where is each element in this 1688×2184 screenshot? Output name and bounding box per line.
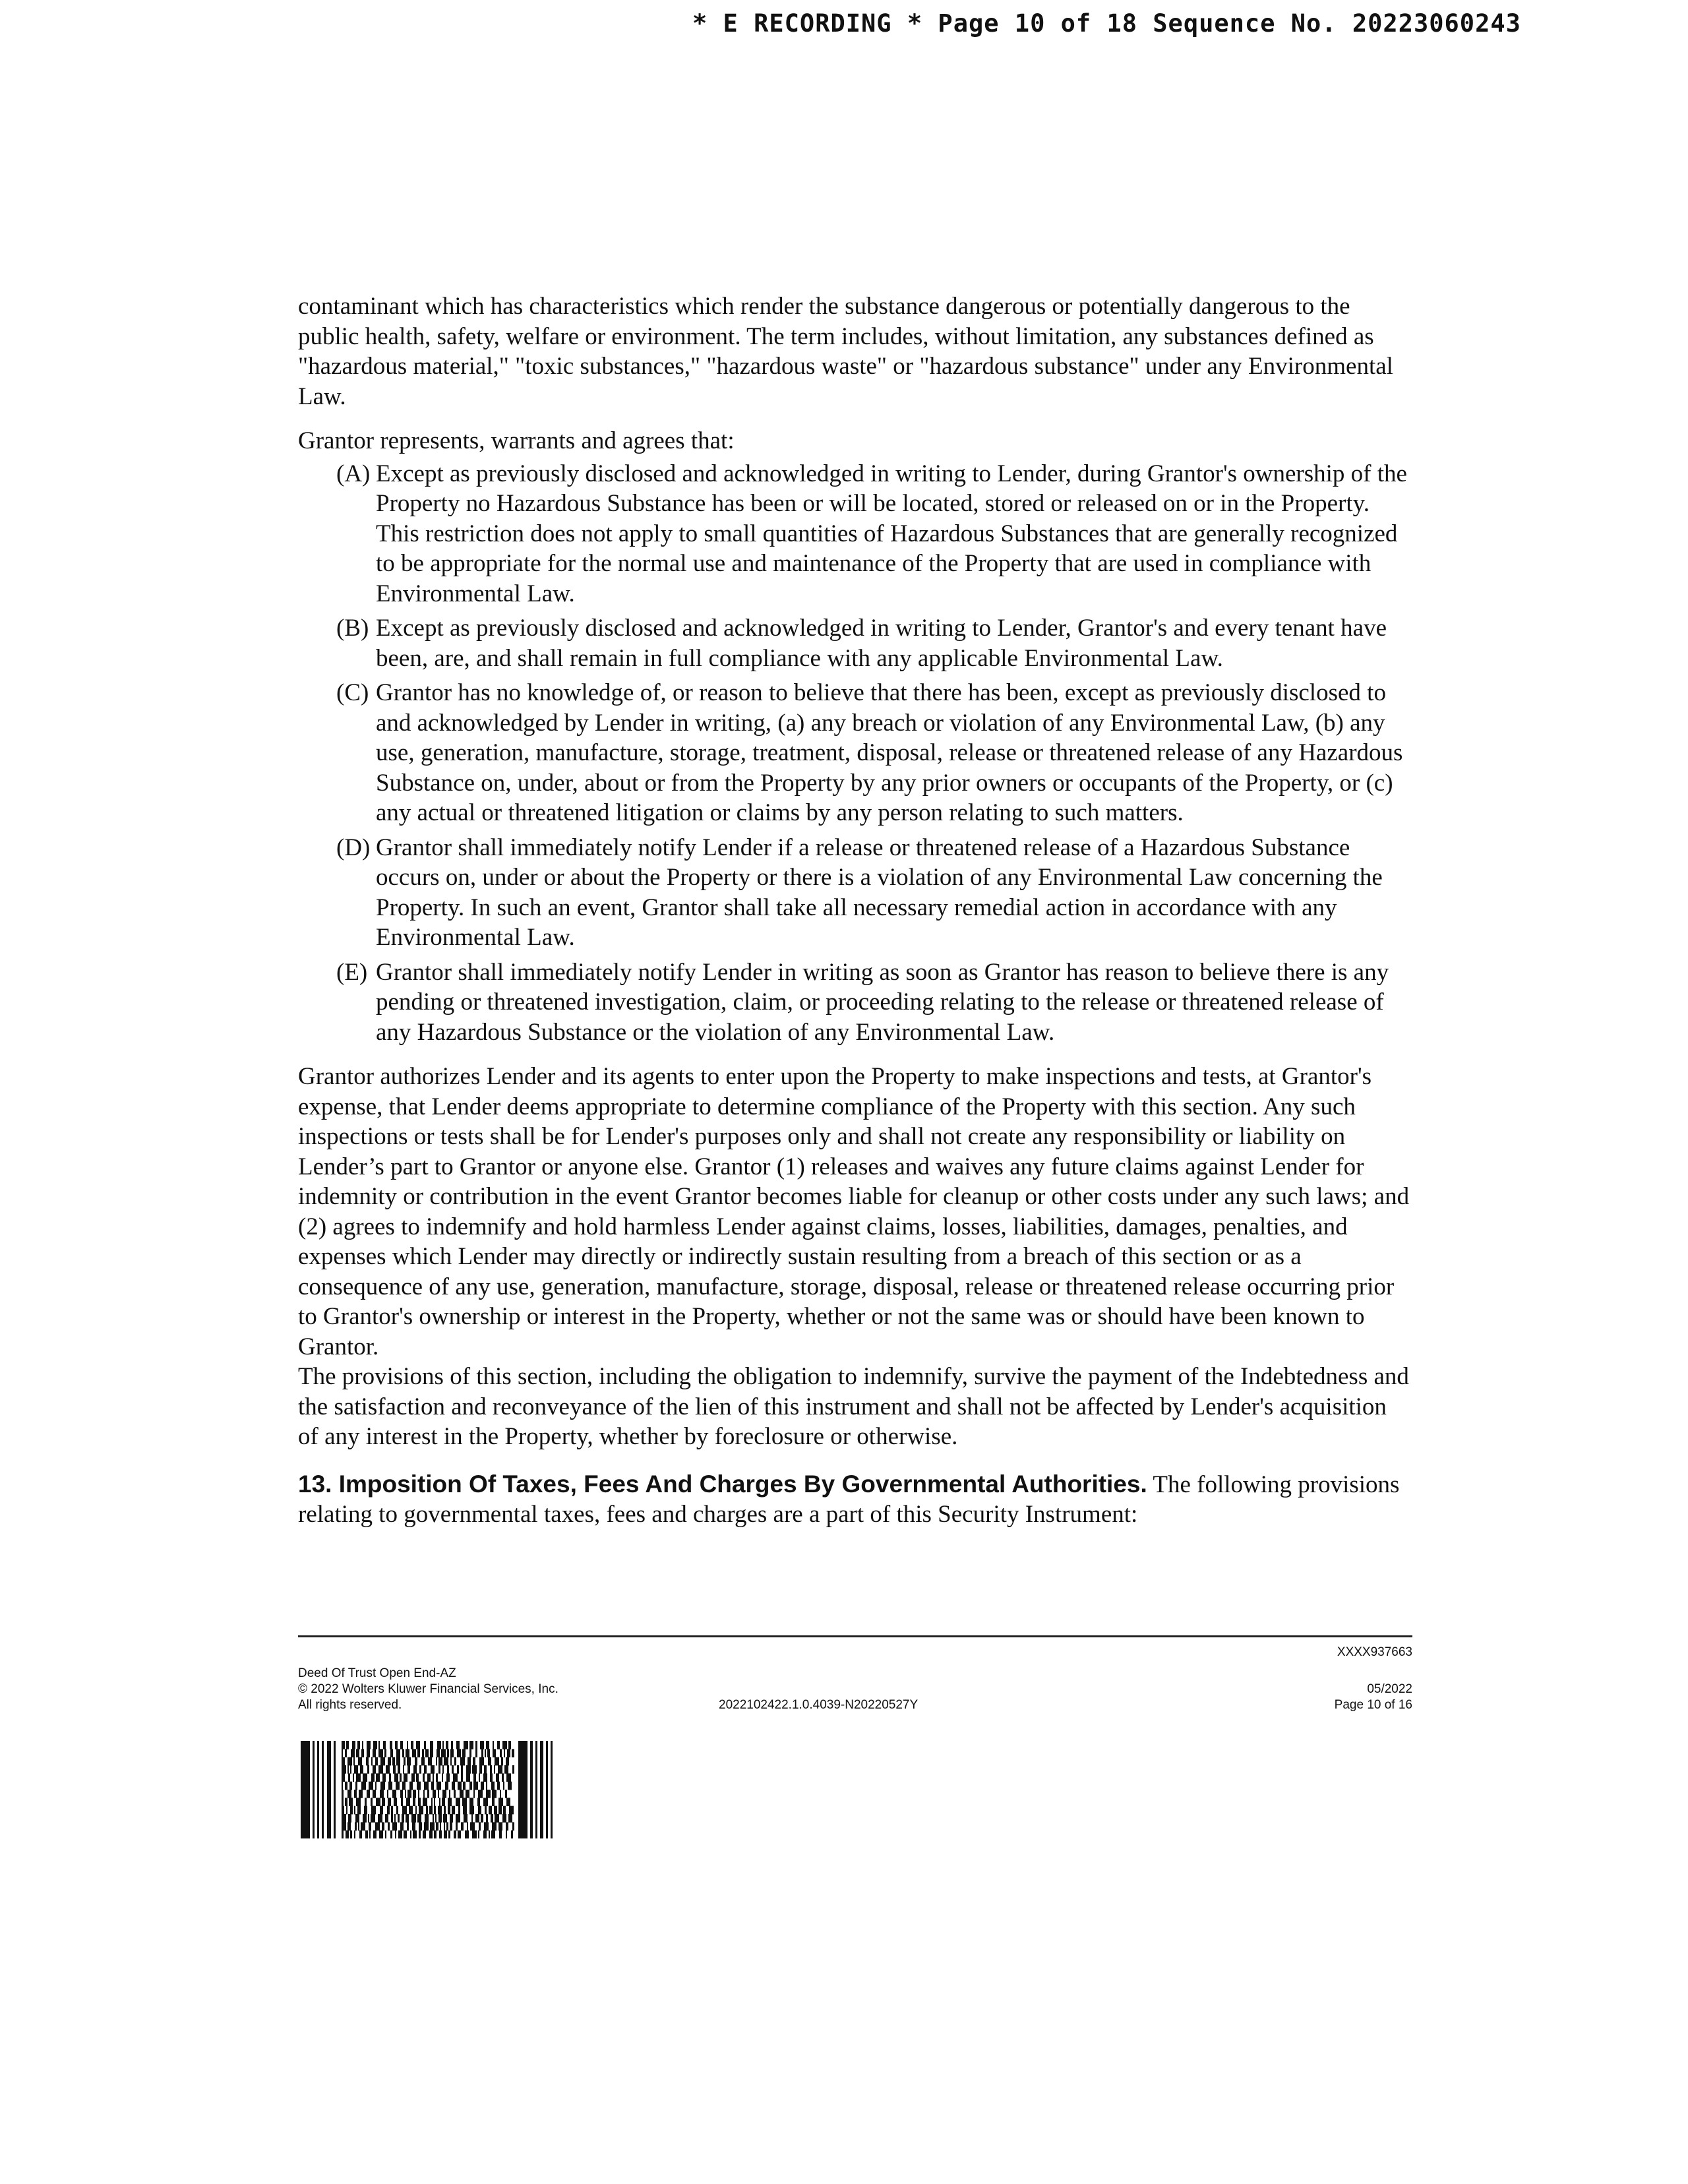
document-body: [298, 291, 1412, 1530]
item-text: Except as previously disclosed and acknowledged in writing to Lender, during Grantor's ownership of the Property no Hazardous Substance has been or will be located, stored or released on or in the Property. This restriction does not apply to small quantities of Hazardous Substances that are generally recognized to be appropriate for the normal use and maintenance of the Property that are used in compliance with Environmental Law.: [376, 460, 1407, 607]
item-marker: (B): [336, 615, 369, 642]
page-footer: [298, 1645, 1412, 1724]
list-item: [298, 957, 1412, 1048]
item-text: Grantor has no knowledge of, or reason to believe that there has been, except as previously disclosed to and acknowledged by Lender in writing, (a) any breach or violation of any Environmental Law, (b) any use, generation, manufacture, storage, treatment, disposal, release or threatened release of any Hazardous Substance on, under, about or from the Property by any prior owners or occupants of the Property, or (c) any actual or threatened litigation or claims by any person relating to such matters.: [376, 679, 1403, 826]
form-date: 05/2022: [1367, 1682, 1412, 1696]
loan-number: XXXX937663: [1337, 1645, 1412, 1659]
footer-left: [298, 1666, 558, 1713]
item-text: Grantor shall immediately notify Lender if a release or threatened release of a Hazardous Substance occurs on, under or about the Property or there is a violation of any Environmental Law concerning the Property. In such an event, Grantor shall take all necessary remedial action in accordance with any Environmental Law.: [376, 834, 1383, 951]
copyright-notice: © 2022 Wolters Kluwer Financial Services, Inc.: [298, 1682, 558, 1696]
footer-divider: [298, 1635, 1412, 1637]
item-text: Grantor shall immediately notify Lender in writing as soon as Grantor has reason to believe there is any pending or threatened investigation, claim, or proceeding relating to the release or threatened release of any Hazardous Substance or the violation of any Environmental Law.: [376, 958, 1389, 1046]
item-text: Except as previously disclosed and acknowledged in writing to Lender, Grantor's and every tenant have been, are, and shall remain in full compliance with any applicable Environmental Law.: [376, 615, 1387, 672]
footer-right: [1335, 1645, 1412, 1713]
document-code: 2022102422.1.0.4039-N20220527Y: [719, 1698, 919, 1712]
authorization-paragraph: Grantor authorizes Lender and its agents to enter upon the Property to make inspections and tests, at Grantor's expense, that Lender deems appropriate to determine compliance of the Property with this section. Any such inspections or tests shall be for Lender's purposes only and shall not create any responsibility or liability on Lender’s part to Grantor or anyone else. Grantor (1) releases and waives any future claims against Lender for indemnity or contribution in the event Grantor becomes liable for cleanup or other costs under any such laws; and (2) agrees to indemnify and hold harmless Lender against claims, losses, liabilities, damages, penalties, and expenses which Lender may directly or indirectly sustain resulting from a breach of this section or as a consequence of any use, generation, manufacture, storage, disposal, release or threatened release occurring prior to Grantor's ownership or interest in the Property, whether or not the same was or should have been known to Grantor.: [298, 1063, 1410, 1360]
item-marker: (E): [336, 958, 368, 986]
list-item: [298, 833, 1412, 953]
pdf417-barcode-icon: [301, 1741, 553, 1838]
represents-intro: Grantor represents, warrants and agrees that:: [298, 427, 735, 454]
item-marker: (A): [336, 460, 371, 487]
item-marker: (D): [336, 834, 371, 861]
page-number: Page 10 of 16: [1334, 1698, 1412, 1712]
form-name: Deed Of Trust Open End-AZ: [298, 1666, 456, 1680]
section-13-heading: 13. Imposition Of Taxes, Fees And Charges By Governmental Authorities.: [298, 1470, 1147, 1498]
intro-paragraph: contaminant which has characteristics which render the substance dangerous or potentially dangerous to the public health, safety, welfare or environment. The term includes, without limitation, any substances defined as "hazardous material," "toxic substances," "hazardous waste" or "hazardous substance" under any Environmental Law.: [298, 293, 1393, 410]
representations-list: [298, 459, 1412, 1048]
rights-notice: All rights reserved.: [298, 1698, 402, 1712]
list-item: [298, 678, 1412, 828]
section-13-text: The following provisions relating to governmental taxes, fees and charges are a part of this Security Instrument:: [298, 1471, 1400, 1528]
item-marker: (C): [336, 679, 369, 706]
survival-paragraph: The provisions of this section, including the obligation to indemnify, survive the payment of the Indebtedness and the satisfaction and reconveyance of the lien of this instrument and shall not be affected by Lender's acquisition of any interest in the Property, whether by foreclosure or otherwise.: [298, 1363, 1409, 1450]
section-13: [298, 1469, 1412, 1530]
recording-header: * E RECORDING * Page 10 of 18 Sequence No. 20223060243: [692, 9, 1521, 38]
list-item: [298, 459, 1412, 609]
list-item: [298, 613, 1412, 673]
